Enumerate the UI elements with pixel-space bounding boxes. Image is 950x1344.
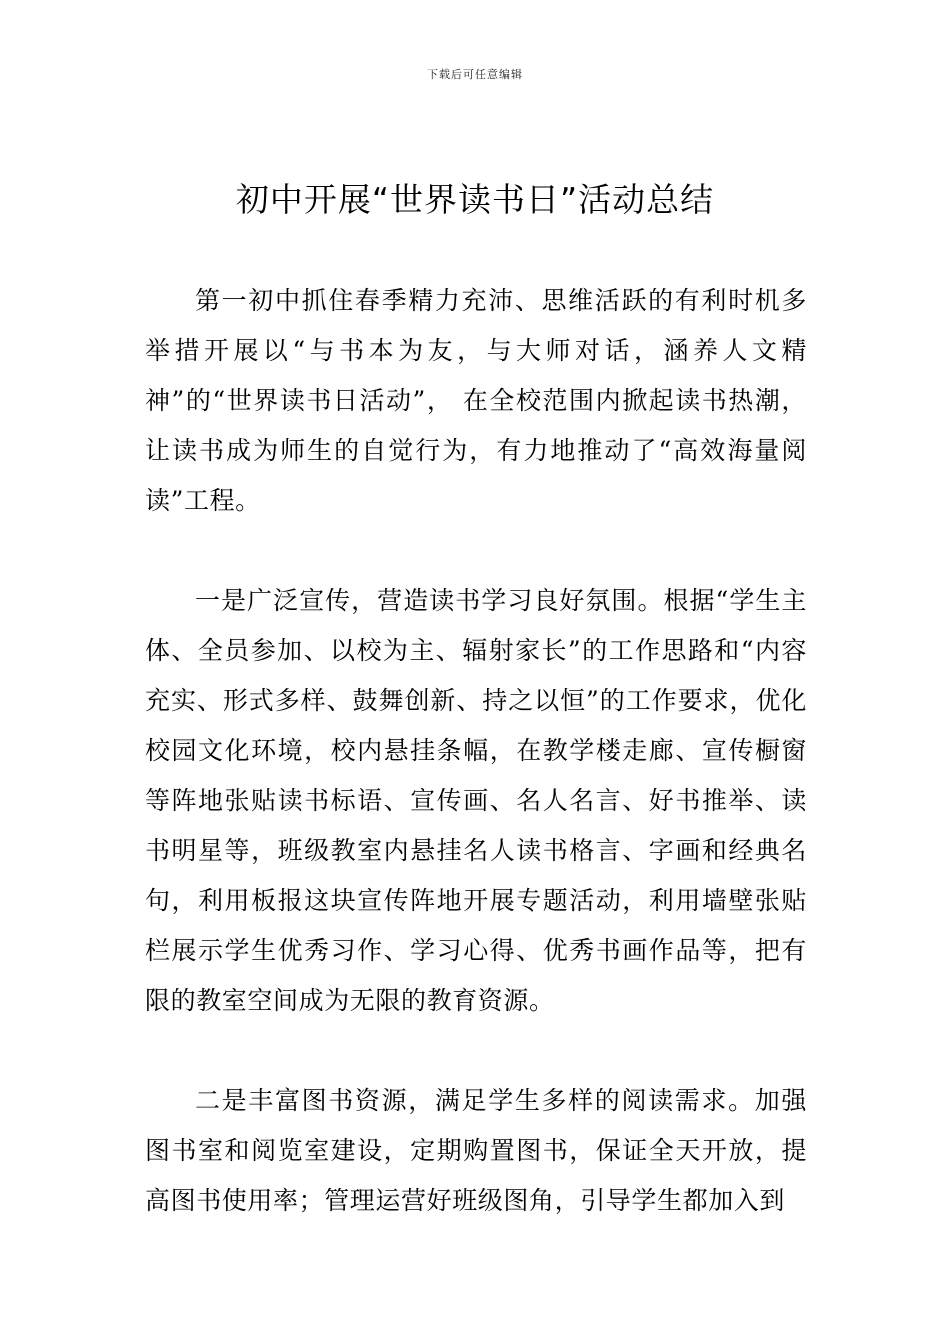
paragraph-publicity: 一是广泛宣传，营造读书学习良好氛围。根据“学生主体、全员参加、以校为主、辐射家长”的工作思路和“内容充实、形式多样、鼓舞创新、持之以恒”的工作要求，优化校园文化环境，校内悬挂条幅，在教学楼走廊、宣传橱窗等阵地张贴读书标语、宣传画、名人名言、好书推举、读书明星等，班级教室内悬挂名人读书格言、字画和经典名句，利用板报这块宣传阵地开展专题活动，利用墙壁张贴栏展示学生优秀习作、学习心得、优秀书画作品等，把有限的教室空间成为无限的教育资源。	[145, 586, 807, 1015]
paragraph-intro: 第一初中抓住春季精力充沛、思维活跃的有利时机多举措开展以“与书本为友，与大师对话，涵养人文精神”的“世界读书日活动”， 在全校范围内掀起读书热潮，让读书成为师生的自觉行为，有力地推动了“高效海量阅读”工程。	[145, 286, 807, 515]
paragraph-book-resources: 二是丰富图书资源，满足学生多样的阅读需求。加强图书室和阅览室建设，定期购置图书，保证全天开放，提高图书使用率；管理运营好班级图角，引导学生都加入到	[145, 1086, 807, 1215]
document-title: 初中开展“世界读书日”活动总结	[235, 180, 715, 219]
page-header-note: 下载后可任意编辑	[427, 68, 523, 81]
document-body	[145, 276, 807, 1276]
